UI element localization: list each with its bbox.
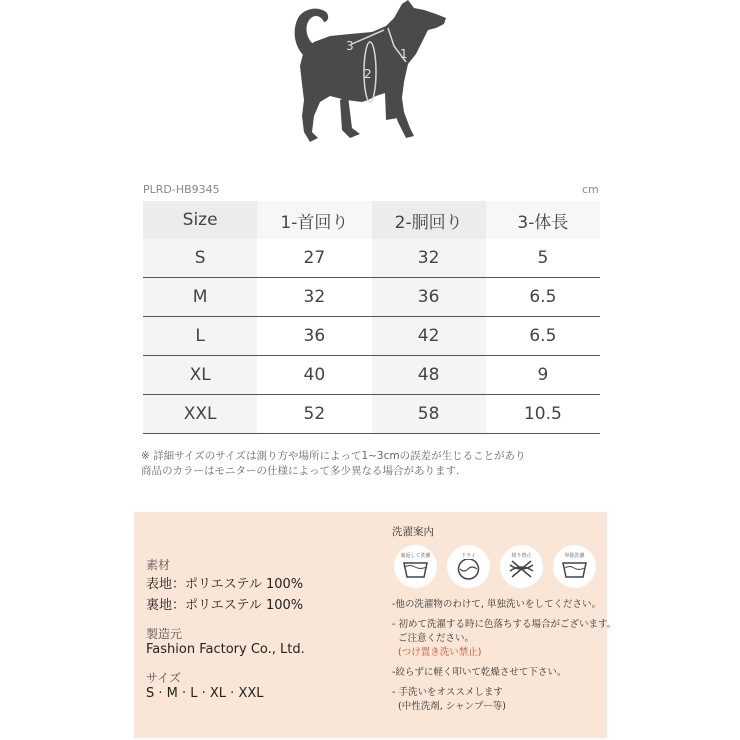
header-neck: 1-首回り: [257, 201, 371, 239]
maker-label: 製造元: [146, 627, 183, 641]
care-line-4a: - 手洗いをオススメします: [392, 687, 503, 698]
product-details: [146, 556, 305, 703]
table-row: [143, 356, 600, 395]
care-line-2b: ご注意ください。: [398, 633, 475, 644]
care-line-2c: (つけ置き洗い禁止): [398, 647, 482, 658]
sizes-label: サイズ: [146, 671, 182, 685]
cell-chest: 58: [372, 395, 486, 434]
dog-label-1: 1: [400, 47, 408, 61]
note-line-2: 商品のカラーはモニターの仕様によって多少異なる場合があります.: [141, 465, 460, 477]
sizes-value: S · M · L · XL · XXL: [146, 686, 264, 701]
no-wring-icon: 絞り禁止: [500, 545, 543, 588]
material-outer: 表地：ポリエステル 100%: [146, 577, 304, 592]
material-inner: 裏地：ポリエステル 100%: [146, 598, 304, 613]
cell-length: 5: [486, 239, 600, 278]
table-header-row: [143, 201, 600, 239]
care-line-2a: - 初めて洗濯する時に色落ちする場合がございます。: [392, 619, 617, 630]
cell-length: 9: [486, 356, 600, 395]
cell-size: M: [143, 278, 257, 317]
cell-size: XL: [143, 356, 257, 395]
cell-length: 6.5: [486, 278, 600, 317]
maker-value: Fashion Factory Co., Ltd.: [146, 642, 305, 657]
single-wash-icon: 単独洗濯: [553, 545, 596, 588]
cell-length: 6.5: [486, 317, 600, 356]
care-icons: [394, 545, 607, 588]
product-info-panel: [134, 512, 617, 738]
product-code: PLRD-HB9345: [143, 183, 220, 196]
material-label: 素材: [146, 558, 171, 572]
cell-neck: 36: [257, 317, 371, 356]
dog-measurement-diagram: [290, 0, 450, 150]
care-line-1: -他の洗濯物のわけて, 単独洗いをしてください。: [392, 599, 601, 610]
care-line-4b: (中性洗剤, シャンプー等): [398, 701, 506, 712]
cell-chest: 48: [372, 356, 486, 395]
dog-label-2: 2: [364, 67, 372, 81]
table-row: [143, 278, 600, 317]
table-row: [143, 395, 600, 434]
size-table: [143, 201, 600, 434]
hand-wash-icon: 裏返して洗濯: [394, 545, 437, 588]
table-row: [143, 317, 600, 356]
note-line-1: ※ 詳細サイズのサイズは測り方や場所によって1~3cmの誤差が生じることがあり: [141, 450, 526, 462]
header-length: 3-体長: [486, 201, 600, 239]
cell-neck: 40: [257, 356, 371, 395]
unit-label: cm: [582, 183, 599, 196]
cell-neck: 32: [257, 278, 371, 317]
care-instructions: [392, 524, 617, 720]
size-note: [141, 449, 526, 479]
dog-label-3: 3: [346, 39, 354, 53]
care-line-4: [392, 686, 607, 714]
cell-neck: 52: [257, 395, 371, 434]
header-size: Size: [143, 201, 257, 239]
cell-chest: 32: [372, 239, 486, 278]
cell-length: 10.5: [486, 395, 600, 434]
care-title: 洗濯案内: [392, 526, 434, 538]
cell-size: XXL: [143, 395, 257, 434]
cell-chest: 42: [372, 317, 486, 356]
cell-size: L: [143, 317, 257, 356]
table-row: [143, 239, 600, 278]
cell-neck: 27: [257, 239, 371, 278]
cell-size: S: [143, 239, 257, 278]
header-chest: 2-胴回り: [372, 201, 486, 239]
care-line-2: [392, 618, 617, 660]
cell-chest: 36: [372, 278, 486, 317]
no-dry-clean-icon: ドライ: [447, 545, 490, 588]
care-line-3: -絞らずに軽く叩いて乾燥させて下さい。: [392, 667, 567, 678]
